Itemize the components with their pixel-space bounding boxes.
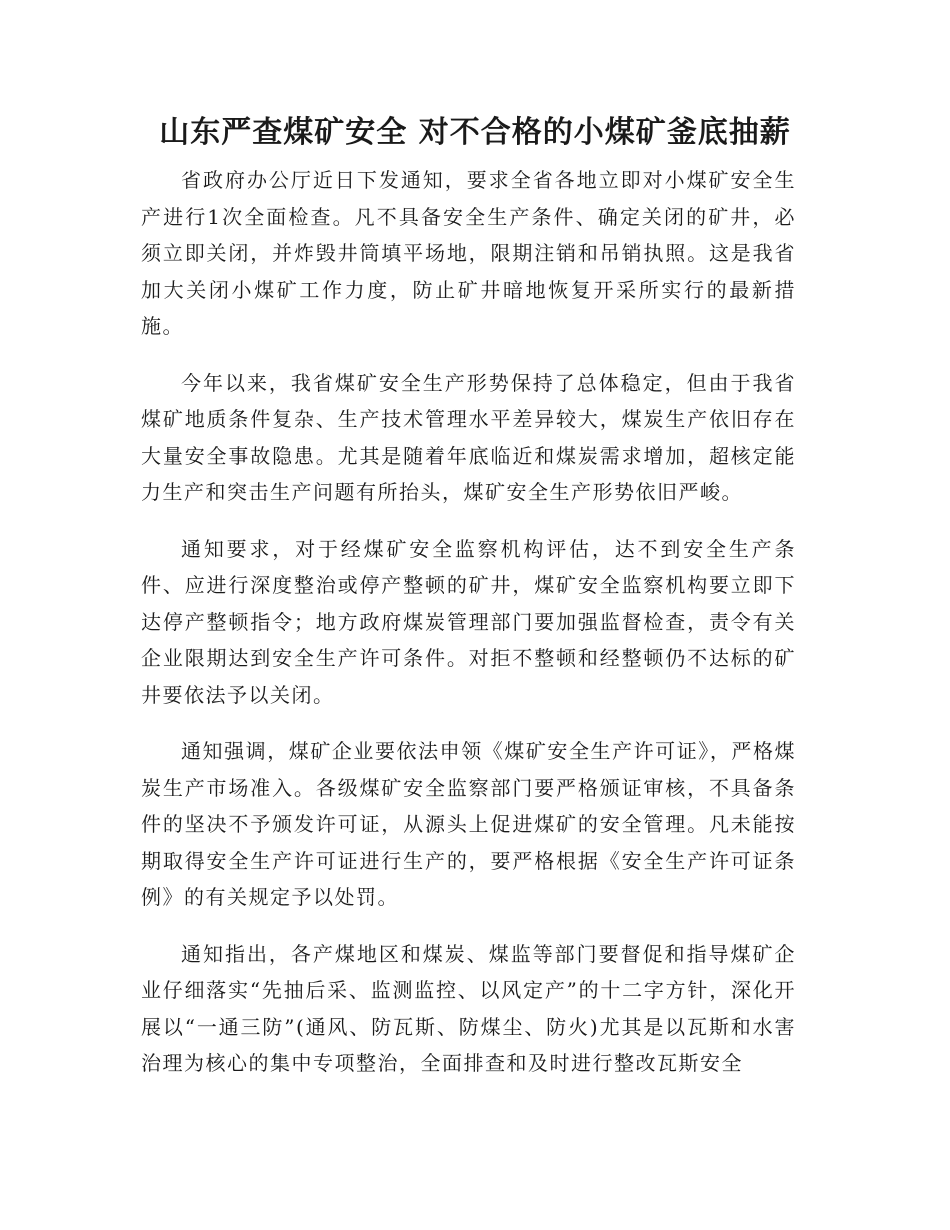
paragraph-1: 省政府办公厅近日下发通知，要求全省各地立即对小煤矿安全生产进行1次全面检查。凡不具备安全生产条件、确定关闭的矿井，必须立即关闭，并炸毁井筒填平场地，限期注销和吊销执照。这是我省加大关闭小煤矿工作力度，防止矿井暗地恢复开采所实行的最新措施。 [141, 168, 796, 338]
paragraph-2: 今年以来，我省煤矿安全生产形势保持了总体稳定，但由于我省煤矿地质条件复杂、生产技术管理水平差异较大，煤炭生产依旧存在大量安全事故隐患。尤其是随着年底临近和煤炭需求增加，超核定能力生产和突击生产问题有所抬头，煤矿安全生产形势依旧严峻。 [141, 370, 796, 504]
paragraph-5: 通知指出，各产煤地区和煤炭、煤监等部门要督促和指导煤矿企业仔细落实“先抽后采、监测监控、以风定产”的十二字方针，深化开展以“一通三防”(通风、防瓦斯、防煤尘、防火)尤其是以瓦斯和水害治理为核心的集中专项整治，全面排查和及时进行整改瓦斯安全 [141, 941, 796, 1075]
document-body [141, 162, 796, 1102]
paragraph-4: 通知强调，煤矿企业要依法申领《煤矿安全生产许可证》，严格煤炭生产市场准入。各级煤矿安全监察部门要严格颁证审核，不具备条件的坚决不予颁发许可证，从源头上促进煤矿的安全管理。凡未能按期取得安全生产许可证进行生产的，要严格根据《安全生产许可证条例》的有关规定予以处罚。 [141, 739, 796, 909]
paragraph-3: 通知要求，对于经煤矿安全监察机构评估，达不到安全生产条件、应进行深度整治或停产整顿的矿井，煤矿安全监察机构要立即下达停产整顿指令；地方政府煤炭管理部门要加强监督检查，责令有关企业限期达到安全生产许可条件。对拒不整顿和经整顿仍不达标的矿井要依法予以关闭。 [141, 536, 796, 707]
document-title: 山东严查煤矿安全 对不合格的小煤矿釜底抽薪 [159, 115, 791, 150]
